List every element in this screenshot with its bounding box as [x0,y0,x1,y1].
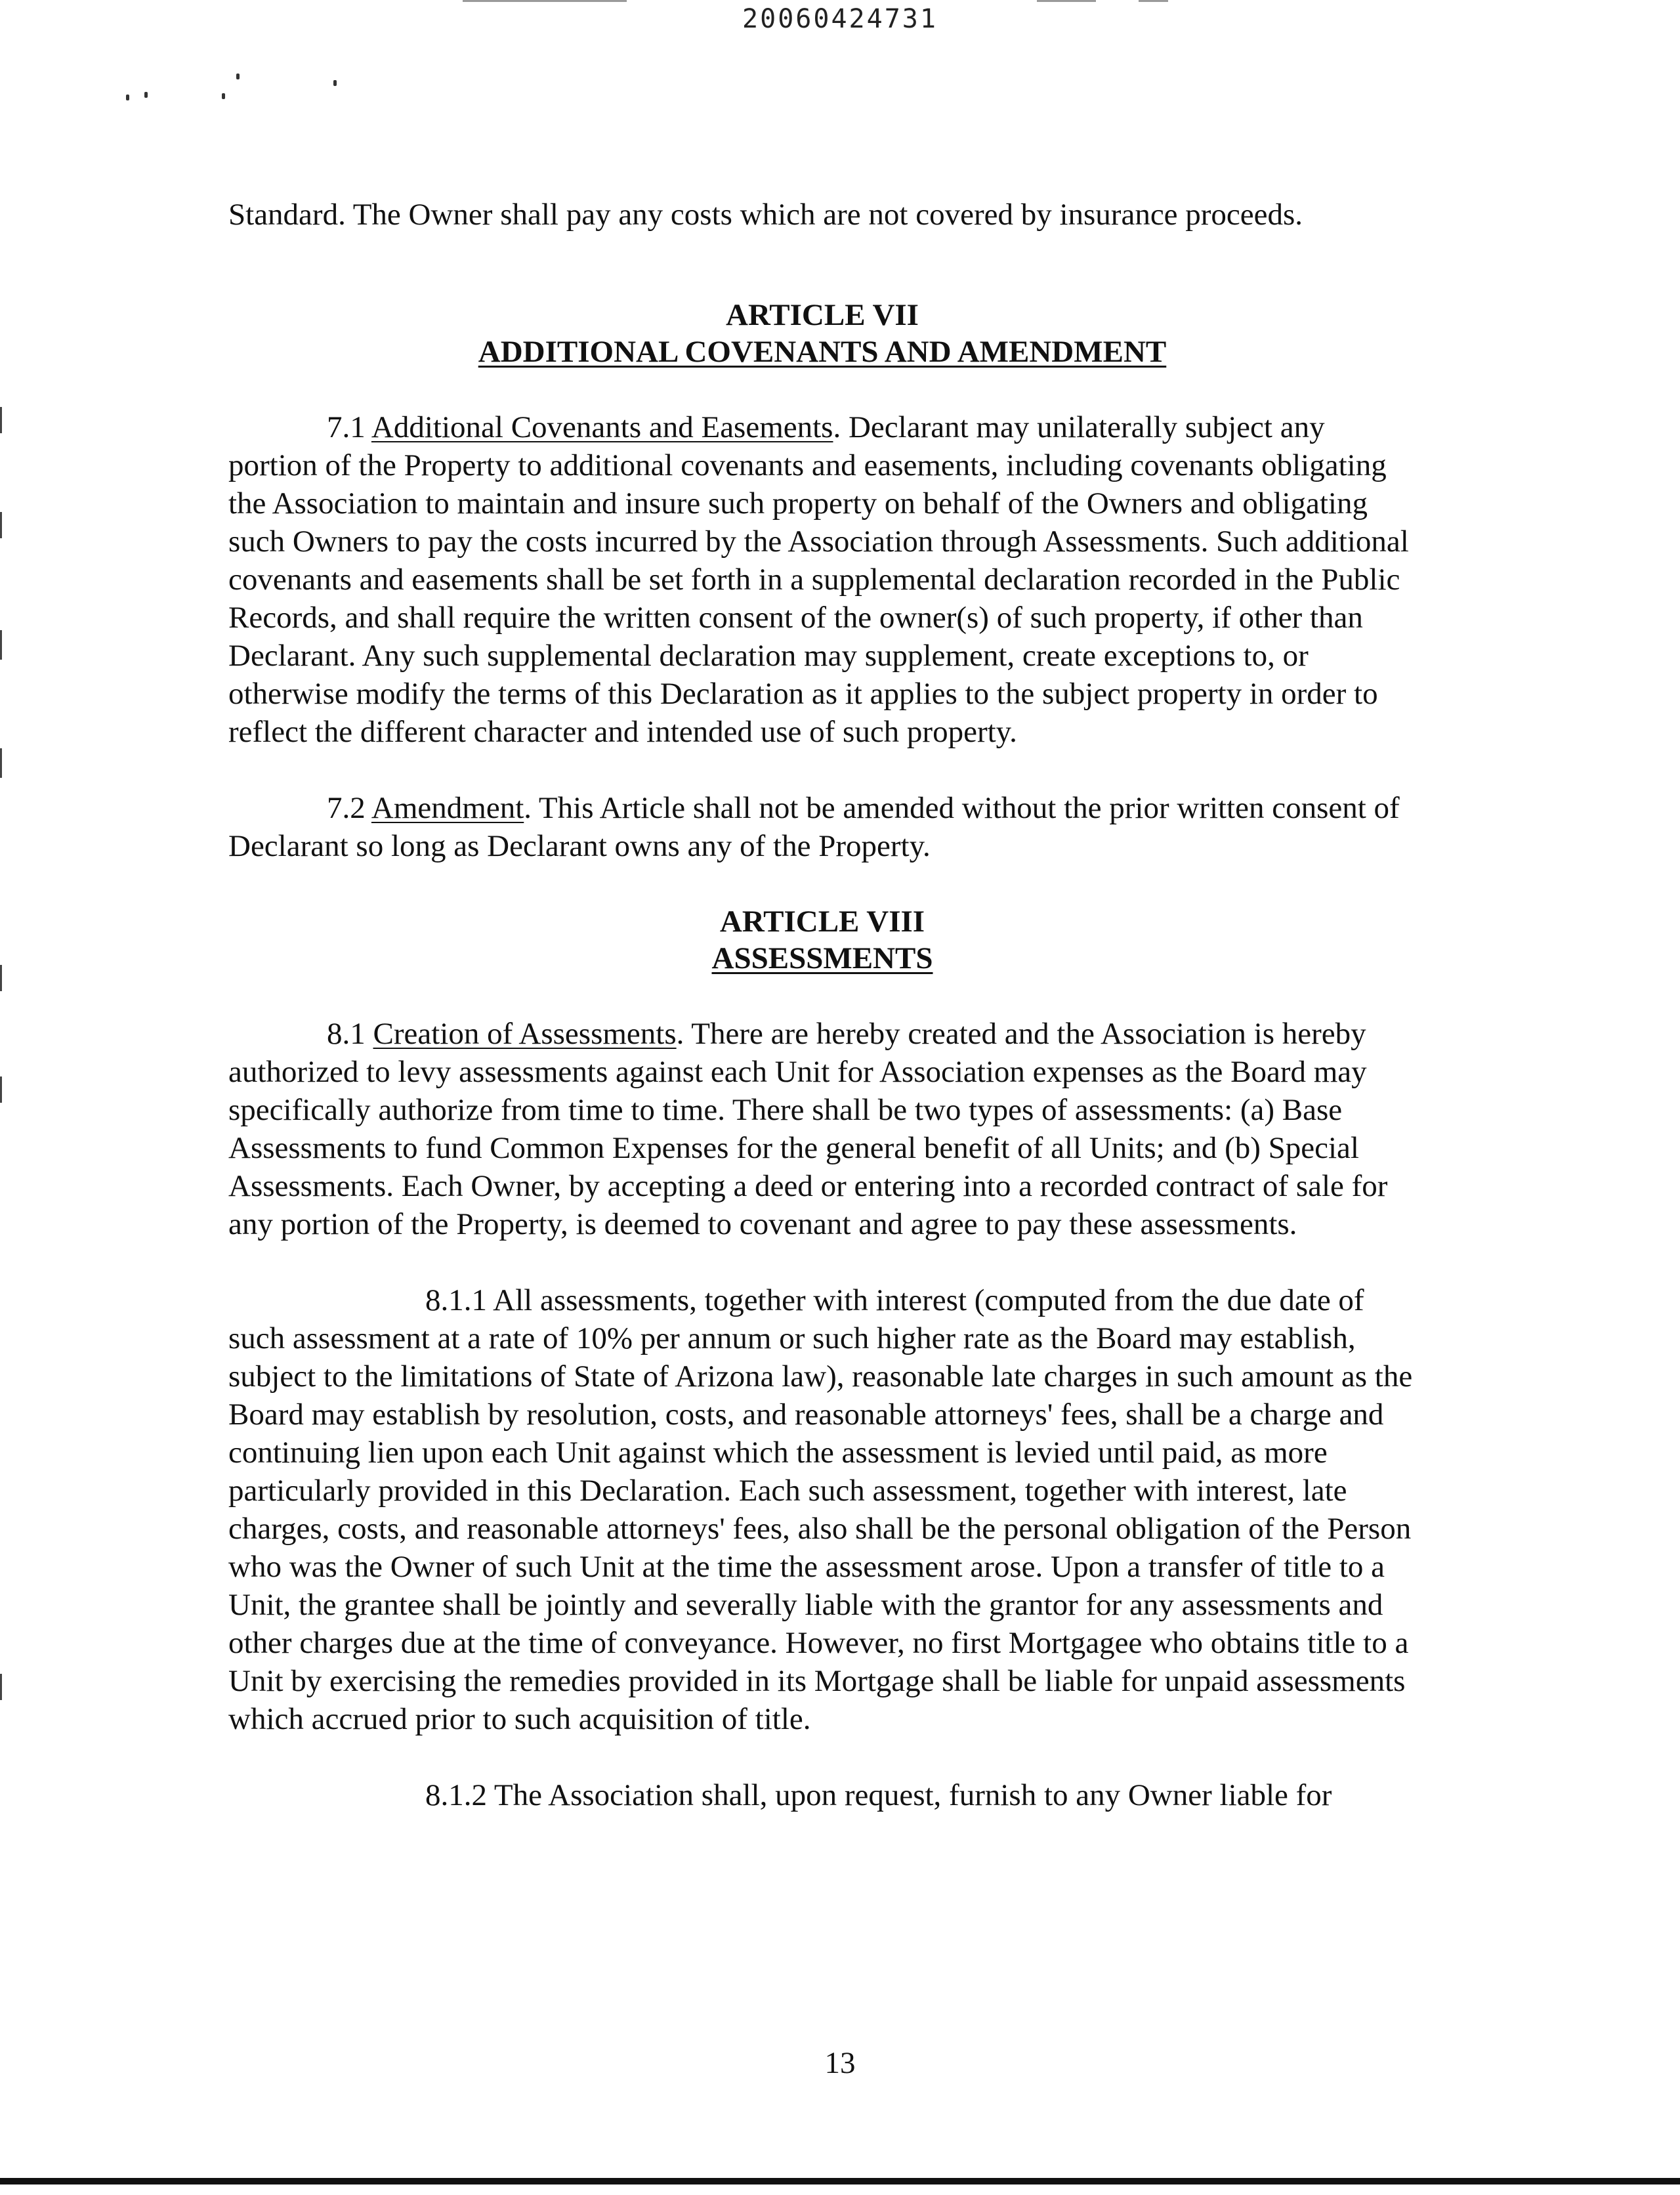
article-8-subtitle: ASSESSMENTS [711,941,933,975]
section-8-1-2: 8.1.2 The Association shall, upon request, furnish to any Owner liable for [425,1778,1332,1812]
scan-speck [144,92,148,98]
scan-artifact-line [1139,0,1168,2]
scan-artifact-line [463,0,627,2]
section-8-1: 8.1 Creation of Assessments. There are hereby created and the Association is hereby authorized to levy assessments against each Unit for Association expenses as the Board may specifically authorize from time to time. There shall be two types of assessments: (a) Base Assessments to fund Common Expenses for the general benefit of all Units; and (b) Special Assessments. Each Owner, by accepting a deed or entering into a recorded contract of sale for any portion of the Property, is deemed to covenant and agree to pay these assessments. [228,1017,1388,1241]
scan-edge-mark [0,748,2,778]
page-number: 13 [824,2046,856,2080]
article-7-title: ARTICLE VII [726,298,919,332]
section-8-1-1: 8.1.1 All assessments, together with interest (computed from the due date of such assessment at a rate of 10% per annum or such higher rate as the Board may establish, subject to the limitations of State of Arizona law), reasonable late charges in such amount as the Board may establish by resolution, costs, and reasonable attorneys' fees, shall be a charge and continuing lien upon each Unit against which the assessment is levied until paid, as more particularly provided in this Declaration. Each such assessment, together with interest, late charges, costs, and reasonable attorneys' fees, also shall be the personal obligation of the Person who was the Owner of such Unit at the time the assessment arose. Upon a transfer of title to a Unit, the grantee shall be jointly and severally liable with the grantor for any assessments and other charges due at the time of conveyance. However, no first Mortgagee who obtains title to a Unit by exercising the remedies provided in its Mortgage shall be liable for unpaid assessments which accrued prior to such acquisition of title. [228,1283,1413,1736]
section-7-1-heading: Additional Covenants and Easements [371,410,833,444]
scan-edge-mark [0,512,2,538]
scan-artifact-line [1037,0,1096,2]
scan-speck [126,95,129,100]
document-number: 20060424731 [742,4,938,34]
scan-edge-mark [0,407,2,433]
scan-speck [222,93,225,99]
opening-paragraph: Standard. The Owner shall pay any costs which are not covered by insurance proceeds. [228,198,1303,232]
scan-edge-mark [0,1674,2,1700]
scan-edge-mark [0,1076,2,1103]
article-7-subtitle: ADDITIONAL COVENANTS AND AMENDMENT [478,335,1167,369]
section-7-1: 7.1 Additional Covenants and Easements. Declarant may unilaterally subject any portion of the Property to additional covenants and easements, including covenants obligating the Association to maintain and insure such property on behalf of the Owners and obligating such Owners to pay the costs incurred by the Association through Assessments. Such additional covenants and easements shall be set forth in a supplemental declaration recorded in the Public Records, and shall require the written consent of the owner(s) of such property, if other than Declarant. Any such supplemental declaration may supplement, create exceptions to, or otherwise modify the terms of this Declaration as it applies to the subject property in order to reflect the different character and intended use of such property. [228,410,1409,749]
section-8-1-heading: Creation of Assessments [373,1017,677,1051]
page-body [228,196,1416,1814]
scan-edge-mark [0,965,2,991]
section-7-2-heading: Amendment [371,791,524,825]
scan-speck [236,74,240,79]
scan-edge-mark [0,630,2,660]
article-8-title: ARTICLE VIII [719,905,925,939]
section-7-2: 7.2 Amendment. This Article shall not be amended without the prior written consent of Declarant so long as Declarant owns any of the Property. [228,791,1400,863]
page-bottom-border [0,2178,1680,2184]
scan-speck [333,80,337,86]
